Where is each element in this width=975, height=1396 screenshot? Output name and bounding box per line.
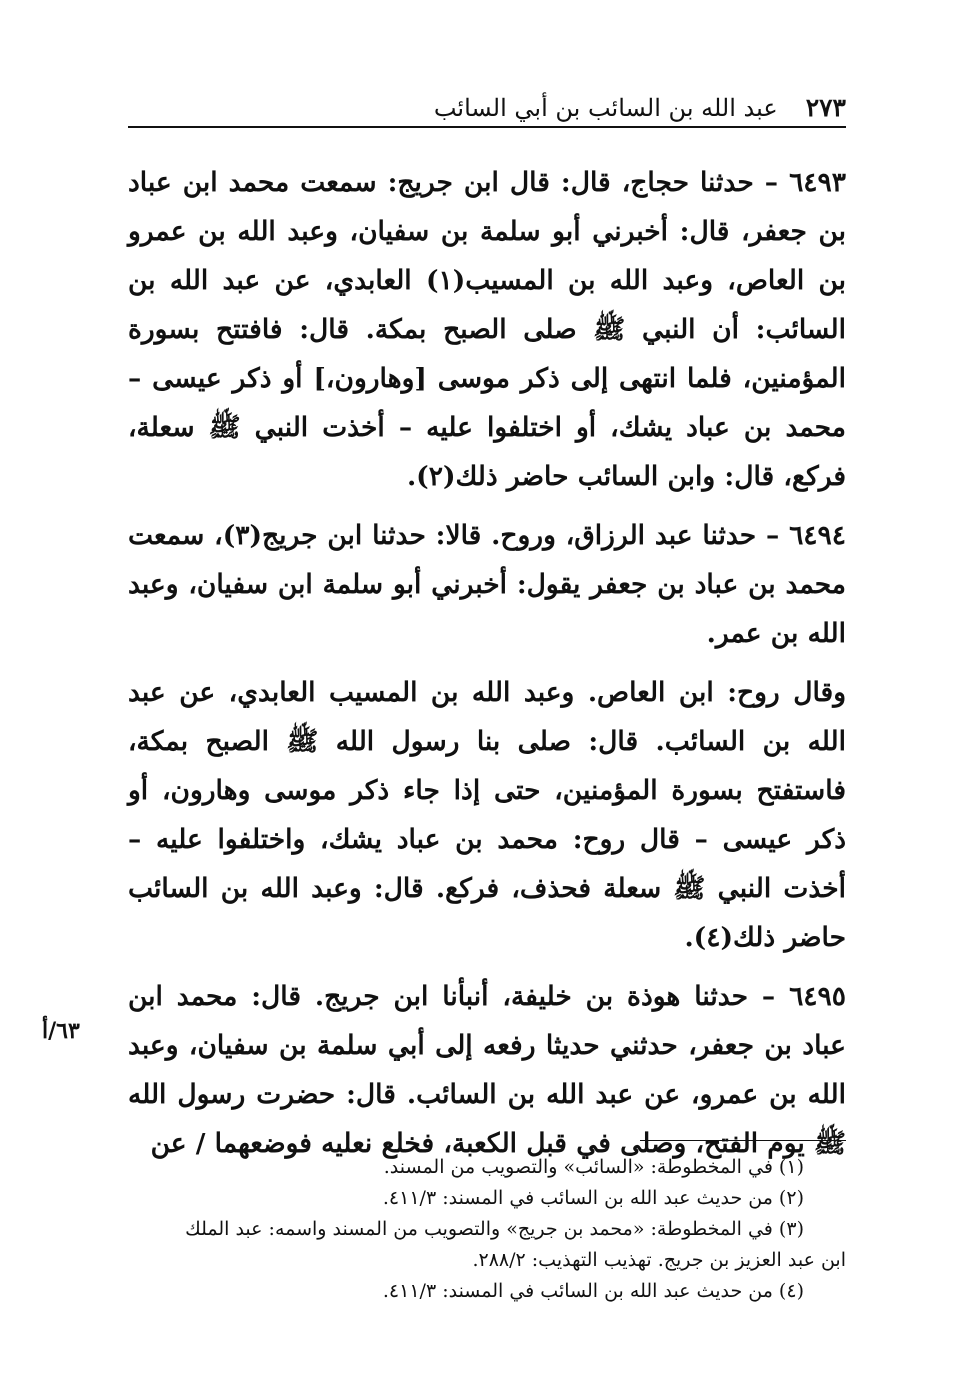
main-text — [128, 158, 846, 1178]
hadith-6494: ٦٤٩٤ – حدثنا عبد الرزاق، وروح. قالا: حدثنا ابن جريج(٣)، سمعت محمد بن عباد بن جعفر يقول: أخبرني أبو سلمة ابن سفيان، وعبد الله بن عمر. — [128, 520, 846, 649]
page-number: ٢٧٣ — [805, 93, 846, 122]
footnote-rule — [640, 1140, 846, 1141]
footnote-3: (٣) في المخطوطة: «محمد بن جريج» والتصويب من المسند واسمه: عبد الملك — [185, 1218, 804, 1240]
footnote-2: (٢) من حديث عبد الله بن السائب في المسند: ٤١١/٣. — [382, 1187, 804, 1209]
hadith-6495: ٦٤٩٥ – حدثنا هوذة بن خليفة، أنبأنا ابن جريج. قال: محمد ابن عباد بن جعفر، حدثني حديثا رفعه إلى أبي سلمة بن سفيان، وعبد الله بن عمرو، عن عبد الله بن السائب. قال: حضرت رسول الله ﷺ يوم الفتح، وصلى في قبل الكعبة، فخلع نعليه فوضعهما / عن — [128, 981, 846, 1159]
footnote-4: (٤) من حديث عبد الله بن السائب في المسند: ٤١١/٣. — [382, 1280, 804, 1302]
running-header — [128, 78, 846, 122]
hadith-6493: ٦٤٩٣ – حدثنا حجاج، قال: قال ابن جريج: سمعت محمد ابن عباد بن جعفر، قال: أخبرني أبو سلمة بن سفيان، وعبد الله بن عمرو بن العاص، وعبد الله بن المسيب(١) العابدي، عن عبد الله بن السائب: أن النبي ﷺ صلى الصبح بمكة. قال: فافتتح بسورة المؤمنين، فلما انتهى إلى ذكر موسى [وهارون،] أو ذكر عيسى – محمد بن عباد يشك، أو اختلفوا عليه – أخذت النبي ﷺ سعلة، فركع، قال: وابن السائب حاضر ذلك(٢). — [128, 167, 847, 492]
footnotes — [128, 1152, 846, 1307]
running-title: عبد الله بن السائب بن أبي السائب — [433, 94, 778, 122]
footnote-3-continuation: ابن عبد العزيز بن جريج. تهذيب التهذيب: ٢٨٨/٢. — [472, 1249, 846, 1271]
header-rule — [128, 126, 846, 128]
hadith-6494-continuation: وقال روح: ابن العاص. وعبد الله بن المسيب العابدي، عن عبد الله بن السائب. قال: صلى بنا رسول الله ﷺ الصبح بمكة، فاستفتح بسورة المؤمنين، حتى إذا جاء ذكر موسى وهارون، أو ذكر عيسى – قال روح: محمد بن عباد يشك، واختلفوا عليه – أخذت النبي ﷺ سعلة فحذف، فركع. قال: وعبد الله بن السائب حاضر ذلك(٤). — [128, 677, 846, 953]
footnote-1: (١) في المخطوطة: «السائب» والتصويب من المسند. — [383, 1156, 804, 1178]
folio-margin-note: ٦٣/أ — [42, 1018, 80, 1044]
